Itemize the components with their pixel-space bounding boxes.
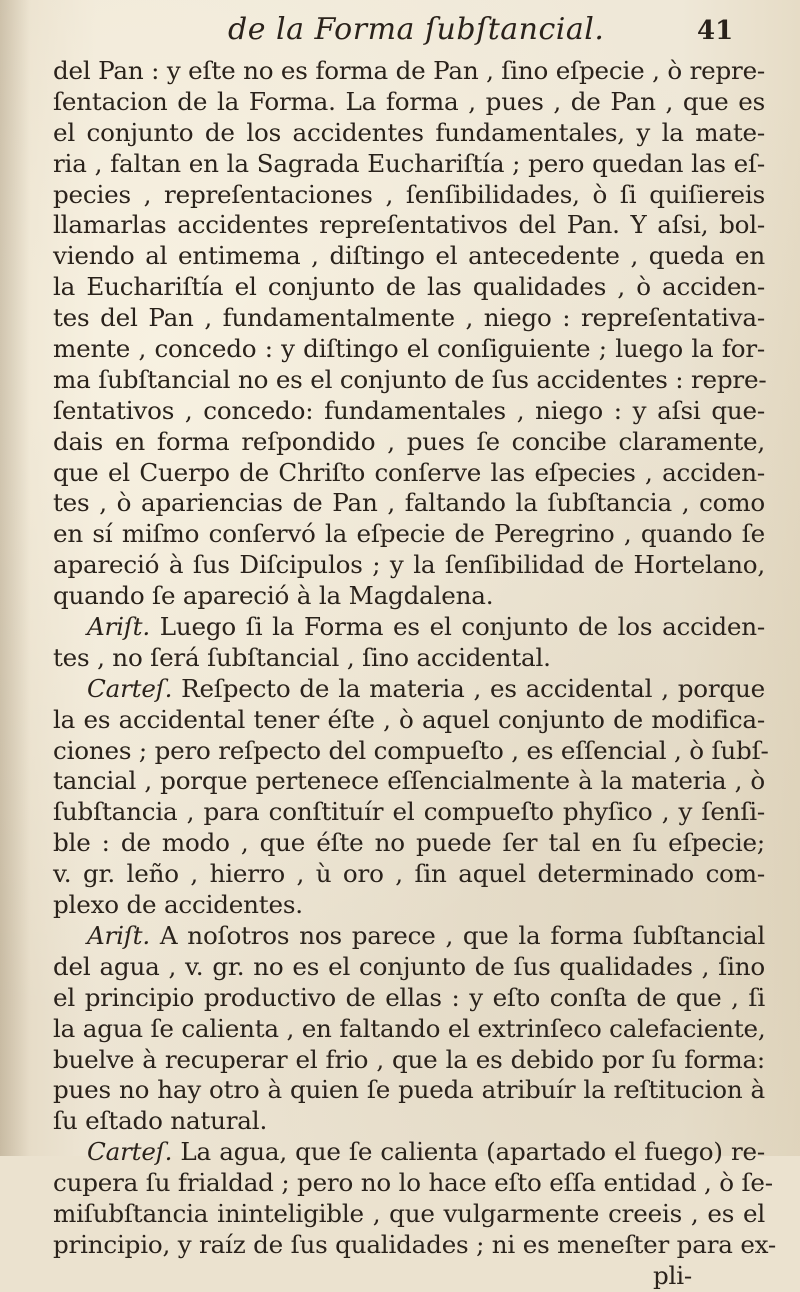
line-text: tancial , porque pertenece eſſencialmente à la materia , ò (53, 766, 765, 796)
text-line (53, 241, 765, 272)
text-line (53, 118, 765, 149)
text-line (53, 1261, 765, 1292)
text-line (53, 581, 765, 612)
text-line (53, 674, 765, 705)
line-text: Luego ſi la Forma es el conjunto de los acciden- (159, 612, 765, 642)
line-text: la agua ſe calienta , en faltando el extrinſeco calefaciente, (53, 1013, 766, 1043)
text-line (53, 890, 765, 921)
line-text: ciones ; pero reſpecto del compueſto , es eſſencial , ò ſubſ- (53, 735, 769, 765)
text-line (53, 1199, 765, 1230)
body-text (53, 56, 777, 1292)
line-text: miſubſtancia ininteligible , que vulgarmente creeis , es el (53, 1198, 765, 1228)
text-line (53, 180, 765, 211)
line-text: tes del Pan , fundamentalmente , niego : repreſentativa- (53, 303, 765, 333)
text-line (53, 643, 765, 674)
line-text: cupera ſu frialdad ; pero no lo hace eſto eſſa entidad , ò ſe- (53, 1168, 773, 1198)
text-line (53, 488, 765, 519)
text-line (53, 952, 765, 983)
line-text: A noſotros nos parece , que la forma ſubſtancial (159, 920, 765, 950)
text-line (53, 1168, 773, 1199)
line-text: ſu eſtado natural. (53, 1106, 268, 1136)
line-text: ſentacion de la Forma. La forma , pues , de Pan , que es (53, 86, 765, 116)
line-text: ſentativos , concedo: fundamentales , niego : y aſsi que- (53, 395, 765, 425)
text-line (53, 210, 765, 241)
line-text: buelve à recuperar el frio , que la es debido por ſu forma: (53, 1044, 765, 1074)
line-text: ſubſtancia , para conſtituír el compueſto phyſico , y ſenſi- (53, 797, 765, 827)
speaker-label: Ariſt. (87, 920, 150, 950)
line-text: plexo de accidentes. (53, 890, 303, 920)
text-line (53, 365, 765, 396)
speaker-label: Carteſ. (87, 673, 173, 703)
line-text: tes , ò apariencias de Pan , faltando la ſubſtancia , como (53, 488, 765, 518)
line-text: dais en forma reſpondido , pues ſe concibe claramente, (53, 426, 765, 456)
text-line (53, 735, 769, 767)
line-text: del agua , v. gr. no es el conjunto de ſus qualidades , ſino (53, 951, 765, 981)
page-header (0, 12, 800, 52)
speaker-label: Ariſt. (87, 612, 150, 642)
line-text: viendo al entimema , diſtingo el antecedente , queda en (53, 241, 765, 271)
line-text: ble : de modo , que éſte no puede ſer tal en ſu eſpecie; (53, 828, 765, 858)
line-text: ma ſubſtancial no es el conjunto de ſus accidentes : repre- (53, 364, 767, 394)
line-text: el conjunto de los accidentes fundamentales, y la mate- (53, 117, 765, 147)
text-line (53, 612, 765, 643)
text-line (53, 519, 765, 550)
line-text: pecies , repreſentaciones , ſenſibilidades, ò ſi quiſiereis (53, 179, 765, 209)
page-number: 41 (697, 16, 734, 46)
text-line (53, 458, 765, 489)
line-text: tes , no ſerá ſubſtancial , ſino accidental. (53, 642, 551, 672)
text-line (53, 983, 765, 1014)
speaker-label: Carteſ. (87, 1137, 173, 1167)
line-text: la Euchariſtía el conjunto de las qualidades , ò acciden- (53, 272, 765, 302)
line-text: el principio productivo de ellas : y eſto conſta de que , ſi (53, 982, 765, 1012)
text-line (53, 427, 765, 458)
text-line (53, 87, 765, 118)
text-line (53, 766, 765, 797)
text-line (53, 396, 765, 427)
text-line (53, 1045, 765, 1076)
binding-shadow (0, 0, 30, 1156)
text-line (53, 828, 765, 859)
text-line (53, 1014, 765, 1045)
text-line (53, 272, 765, 303)
line-text: principio, y raíz de ſus qualidades ; ni es meneſter para ex- (53, 1229, 777, 1259)
line-text: la es accidental tener éſte , ò aquel conjunto de modifica- (53, 704, 765, 734)
text-line (53, 334, 765, 365)
text-line (53, 1075, 765, 1106)
line-text: llamarlas accidentes repreſentativos del Pan. Y aſsi, bol- (53, 210, 765, 240)
line-text: Reſpecto de la materia , es accidental , porque (181, 673, 765, 703)
line-text: mente , concedo : y diſtingo el conſiguiente ; luego la for- (53, 334, 765, 364)
line-text: que el Cuerpo de Chriſto conſerve las eſpecies , acciden- (53, 457, 765, 487)
line-text: pli- (653, 1260, 692, 1290)
line-text: v. gr. leño , hierro , ù oro , ſin aquel determinado com- (53, 859, 765, 889)
text-line (53, 1229, 777, 1261)
line-text: apareció à ſus Diſcipulos ; y la ſenſibilidad de Hortelano, (53, 550, 765, 580)
text-line (53, 56, 765, 87)
line-text: pues no hay otro à quien ſe pueda atribuír la reſtitucion à (53, 1075, 765, 1105)
text-line (53, 1137, 765, 1168)
text-line (53, 303, 765, 334)
text-line (53, 149, 765, 180)
text-line (53, 797, 765, 828)
text-line (53, 859, 765, 890)
line-text: en sí miſmo conſervó la eſpecie de Peregrino , quando ſe (53, 519, 765, 549)
line-text: quando ſe apareció à la Magdalena. (53, 581, 494, 611)
line-text: La agua, que ſe calienta (apartado el fuego) re- (180, 1137, 765, 1167)
text-line (53, 550, 765, 581)
line-text: ria , faltan en la Sagrada Euchariſtía ; pero quedan las eſ- (53, 148, 765, 178)
line-text: del Pan : y eſte no es forma de Pan , ſino eſpecie , ò repre- (53, 56, 766, 85)
text-line (53, 921, 765, 952)
running-head: de la Forma ſubſtancial. (228, 12, 605, 47)
text-line (53, 705, 765, 736)
text-line (53, 1106, 765, 1137)
